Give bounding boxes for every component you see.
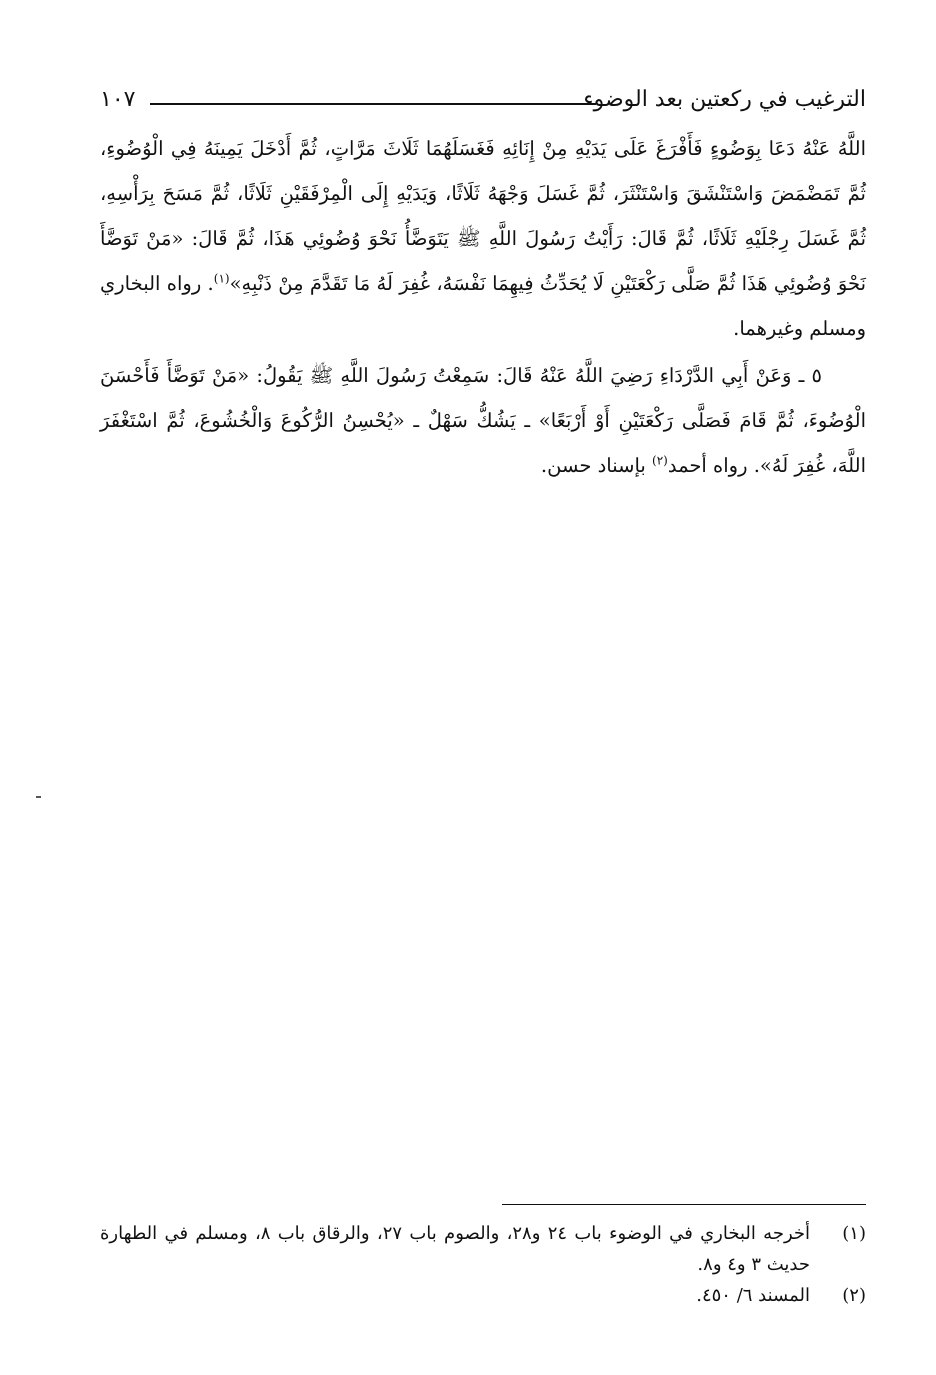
paragraph-text: اللَّهُ عَنْهُ دَعَا بِوَضُوءٍ فَأَفْرَغَ عَلَى يَدَيْهِ مِنْ إِنَائِهِ فَغَسَلَهُمَا ثَلَاثَ مَرَّاتٍ، ثُمَّ أَدْخَلَ يَمِينَهُ فِي الْوُضُوءِ، ثُمَّ تَمَضْمَضَ وَاسْتَنْشَقَ وَاسْتَنْثَرَ، ثُمَّ غَسَلَ وَجْهَهُ ثَلَاثًا، وَيَدَيْهِ إِلَى الْمِرْفَقَيْنِ ثَلَاثًا، ثُمَّ مَسَحَ بِرَأْسِهِ، ثُمَّ غَسَلَ رِجْلَيْهِ ثَلَاثًا، ثُمَّ قَالَ: رَأَيْتُ رَسُولَ اللَّهِ ﷺ يَتَوَضَّأُ نَحْوَ وُضُوئِي هَذَا، ثُمَّ قَالَ: «مَنْ تَوَضَّأَ نَحْوَ وُضُوئِي هَذَا ثُمَّ صَلَّى رَكْعَتَيْنِ لَا يُحَدِّثُ فِيهِمَا نَفْسَهُ، غُفِرَ لَهُ مَا تَقَدَّمَ مِنْ ذَنْبِهِ» [100,137,866,295]
footnote-ref[interactable]: (١) [213,271,230,286]
header-rule [150,103,596,105]
footnote-item [100,1280,866,1311]
footnote-number: (٢) [842,1285,866,1306]
main-text [100,126,866,490]
footnote-number: (١) [842,1223,866,1244]
paragraph-hadith-5 [100,353,866,488]
footnote-separator [502,1204,866,1205]
footnotes [100,1218,866,1311]
paragraph-text: ٥ ـ وَعَنْ أَبِي الدَّرْدَاءِ رَضِيَ اللَّهُ عَنْهُ قَالَ: سَمِعْتُ رَسُولَ اللَّهِ ﷺ يَقُولُ: «مَنْ تَوَضَّأَ فَأَحْسَنَ الْوُضُوءَ، ثُمَّ قَامَ فَصَلَّى رَكْعَتَيْنِ أَوْ أَرْبَعًا» ـ يَشُكُّ سَهْلٌ ـ «يُحْسِنُ الرُّكُوعَ وَالْخُشُوعَ، ثُمَّ اسْتَغْفَرَ اللَّهَ، غُفِرَ لَهُ». رواه أحمد [100,364,866,477]
footnote-text: أخرجه البخاري في الوضوء باب ٢٤ و٢٨، والصوم باب ٢٧، والرقاق باب ٨، ومسلم في الطهارة حديث ٣ و٤ و٨. [100,1223,810,1275]
page-number: ١٠٧ [100,87,136,112]
running-head-title: الترغيب في ركعتين بعد الوضوء [583,87,866,112]
paragraph-tail: بإسناد حسن. [540,454,653,477]
footnote-ref[interactable]: (٢) [652,453,668,468]
paragraph-tail: . رواه البخاري ومسلم وغيرهما. [100,272,866,340]
footnote-item [100,1218,866,1280]
running-header [100,80,866,120]
paragraph-continued-hadith [100,126,866,351]
scan-speck [36,796,41,798]
footnote-text: المسند ٦/ ٤٥٠. [696,1285,810,1306]
